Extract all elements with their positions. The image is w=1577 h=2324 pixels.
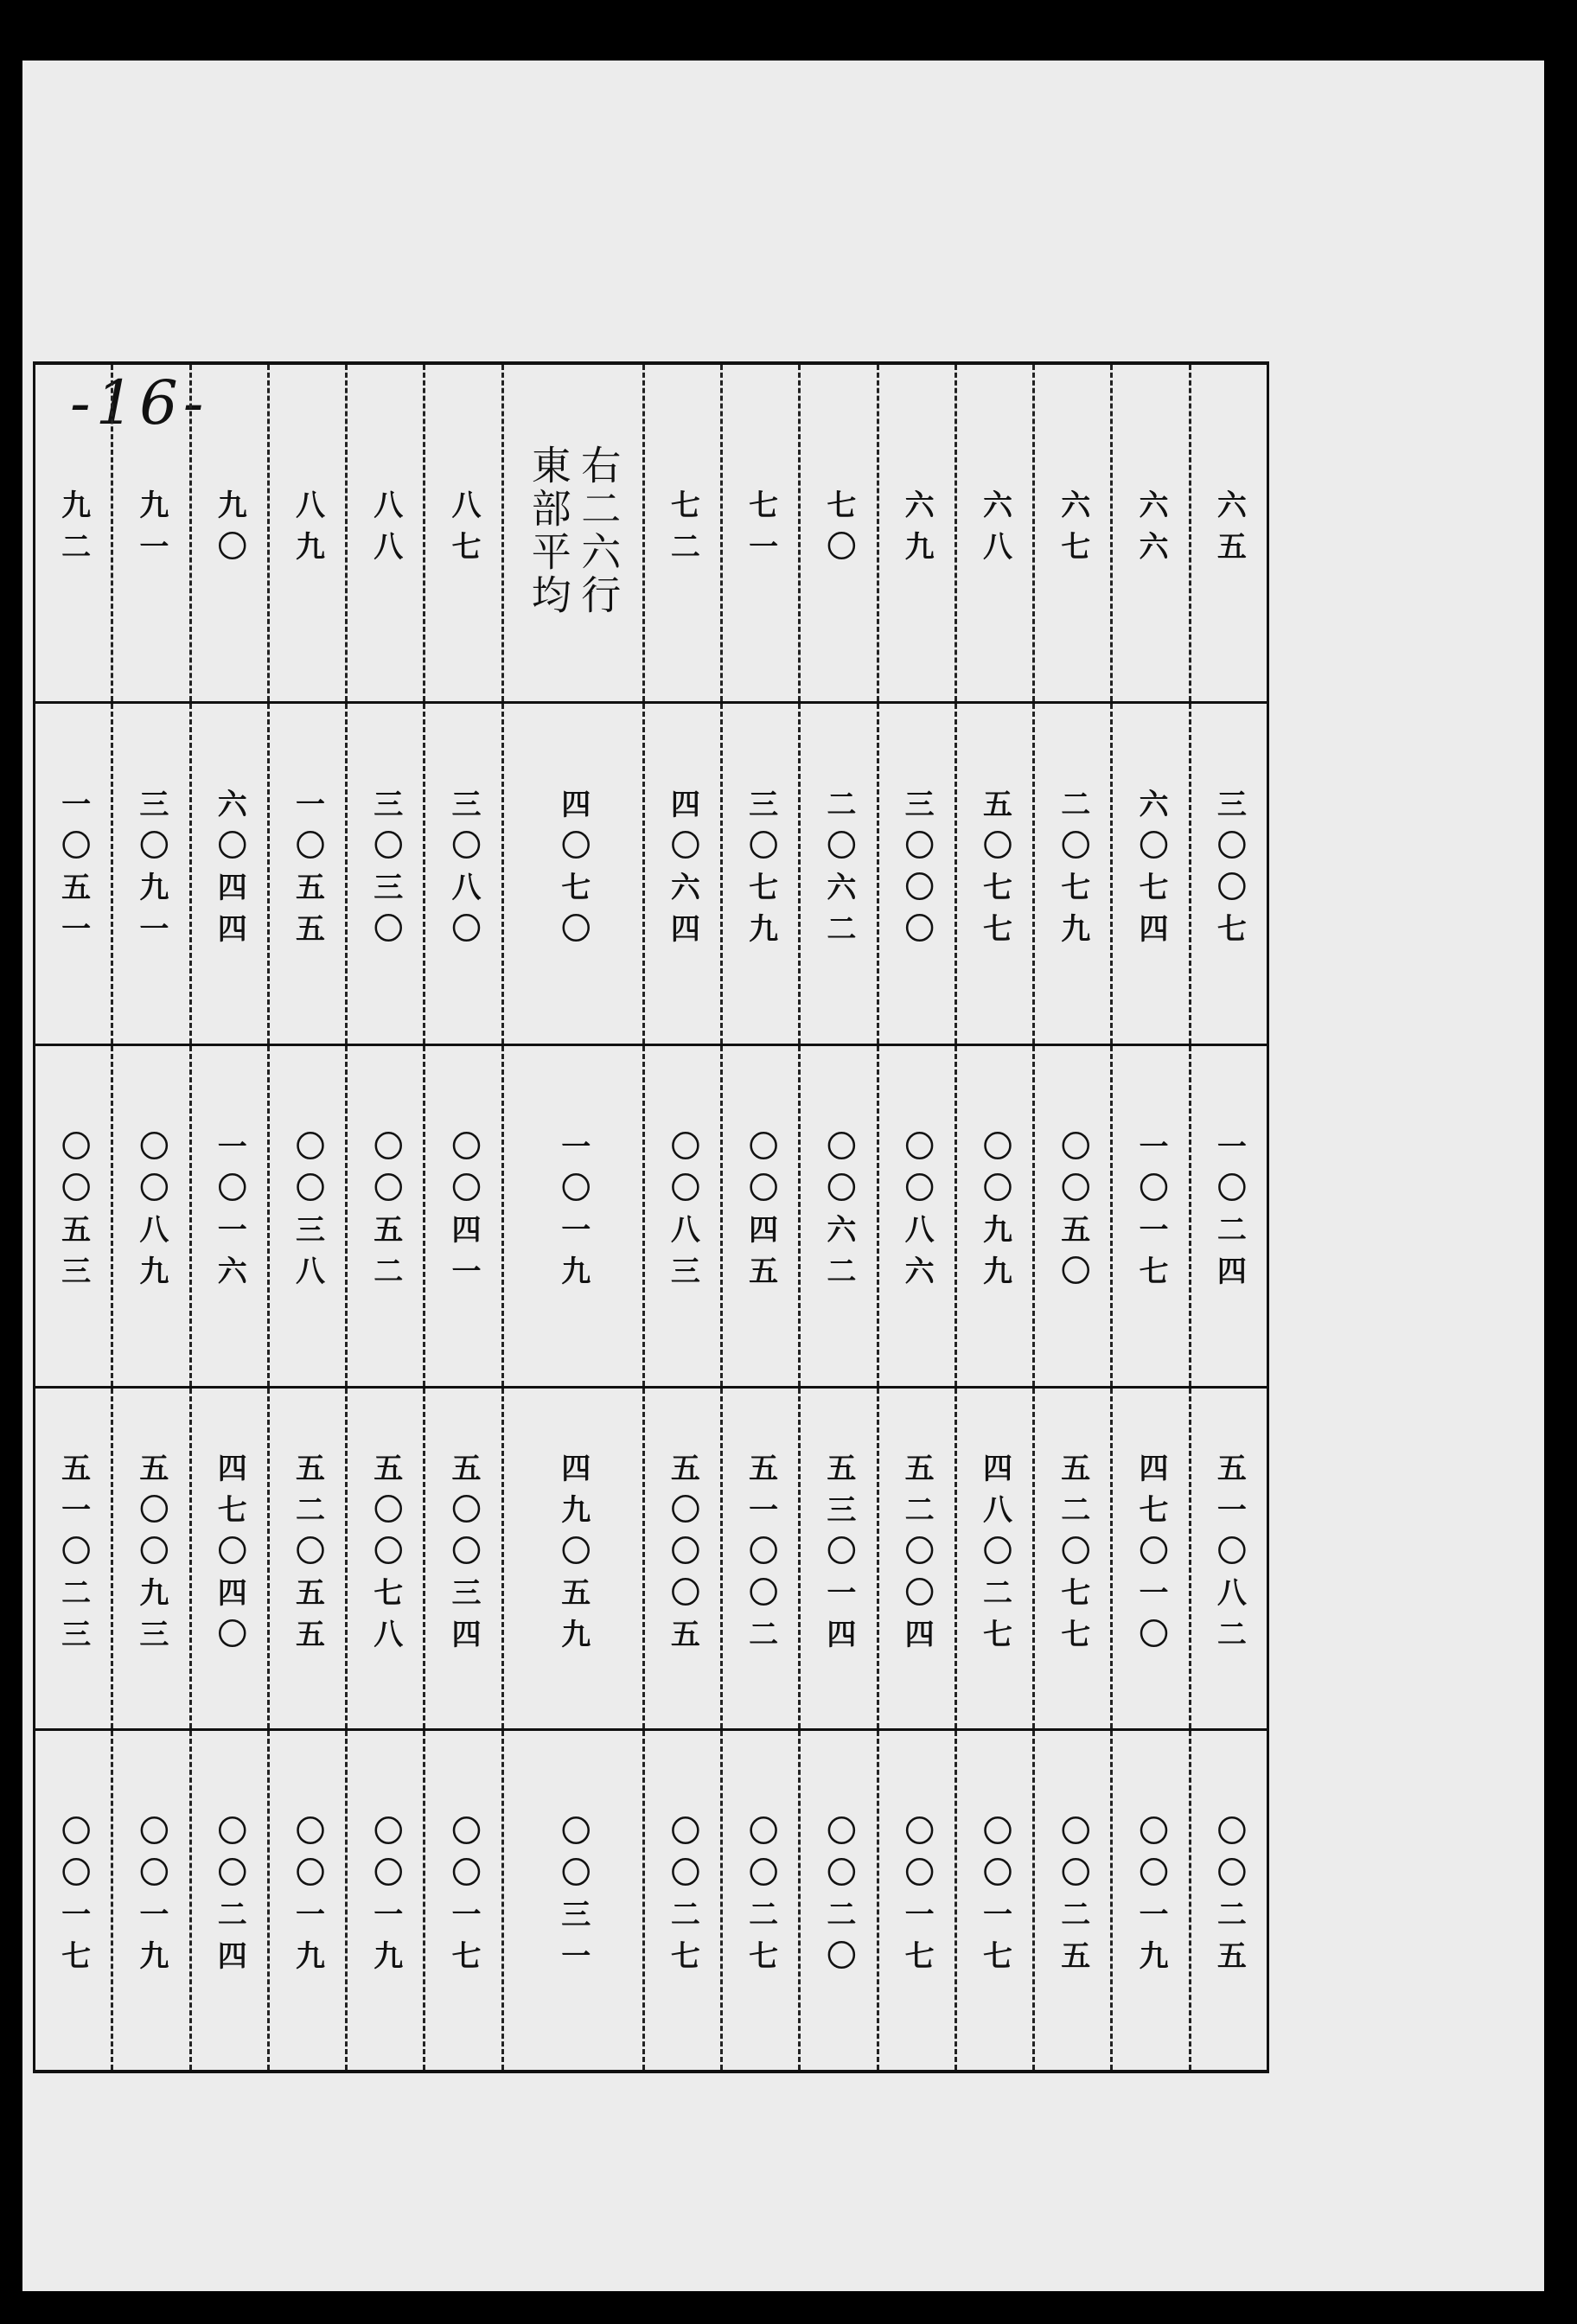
year-cell	[347, 363, 425, 702]
value-cell	[721, 702, 799, 1044]
year-cell	[643, 363, 721, 702]
value-cell	[721, 1044, 799, 1387]
value-cell	[190, 702, 268, 1044]
value-cell	[800, 1387, 878, 1729]
year-label: 七二	[665, 489, 700, 573]
summary-label	[523, 444, 622, 617]
value-text: 〇〇九九	[977, 1131, 1012, 1297]
value-text: 五二〇七七	[1055, 1452, 1090, 1660]
value-text: 五〇七七	[977, 788, 1012, 954]
value-cell	[425, 1044, 502, 1387]
year-label: 六六	[1133, 489, 1169, 573]
value-text: 五〇〇〇五	[665, 1452, 700, 1660]
year-cell	[1112, 363, 1190, 702]
value-text: 〇〇二七	[743, 1815, 778, 1982]
value-text: 〇〇四一	[446, 1131, 482, 1297]
value-text: 五三〇一四	[820, 1452, 856, 1660]
value-cell	[1034, 1044, 1112, 1387]
value-text: 〇〇四五	[743, 1131, 778, 1297]
value-text: 三〇九一	[133, 788, 169, 954]
value-cell	[1190, 1044, 1267, 1387]
value-cell	[1034, 1387, 1112, 1729]
value-cell	[955, 1044, 1033, 1387]
value-text: 〇〇二五	[1055, 1815, 1090, 1982]
value-cell	[347, 1044, 425, 1387]
value-text: 二〇六二	[820, 788, 856, 954]
value-text: 〇〇六二	[820, 1131, 856, 1297]
table-row-values-2	[35, 1044, 1268, 1387]
page-number: -16-	[70, 367, 209, 438]
value-cell	[502, 1729, 643, 2072]
year-cell	[268, 363, 346, 702]
value-cell	[721, 1729, 799, 2072]
value-text: 〇〇八六	[899, 1131, 935, 1297]
year-label: 七一	[743, 489, 778, 573]
value-text: 一〇一九	[555, 1131, 591, 1297]
year-label: 六八	[977, 489, 1012, 573]
table-row-values-4	[35, 1729, 1268, 2072]
value-cell	[268, 1044, 346, 1387]
year-cell	[35, 363, 112, 702]
value-text: 〇〇二〇	[820, 1815, 856, 1982]
value-text: 〇〇二五	[1211, 1815, 1247, 1982]
value-cell	[190, 1387, 268, 1729]
value-text: 六〇七四	[1133, 788, 1169, 954]
value-cell	[35, 1044, 112, 1387]
value-cell	[35, 1387, 112, 1729]
value-cell	[878, 1387, 955, 1729]
year-cell	[878, 363, 955, 702]
value-cell	[800, 1044, 878, 1387]
value-cell	[268, 1729, 346, 2072]
value-cell	[347, 1387, 425, 1729]
value-text: 四七〇一〇	[1133, 1452, 1169, 1660]
value-text: 〇〇一九	[367, 1815, 403, 1982]
value-cell	[502, 1044, 643, 1387]
year-cell	[190, 363, 268, 702]
value-text: 一〇二四	[1211, 1131, 1247, 1297]
data-table	[33, 361, 1269, 2073]
value-cell	[1034, 702, 1112, 1044]
value-text: 五〇〇九三	[133, 1452, 169, 1660]
year-cell	[721, 363, 799, 702]
value-text: 〇〇二七	[665, 1815, 700, 1982]
value-cell	[1112, 702, 1190, 1044]
year-cell	[425, 363, 502, 702]
value-cell	[502, 702, 643, 1044]
value-text: 五一〇八二	[1211, 1452, 1247, 1660]
value-cell	[878, 702, 955, 1044]
value-cell	[425, 1387, 502, 1729]
value-text: 〇〇一七	[55, 1815, 91, 1982]
value-cell	[643, 702, 721, 1044]
value-text: 〇〇一七	[446, 1815, 482, 1982]
value-text: 一〇一七	[1133, 1131, 1169, 1297]
value-text: 五〇〇三四	[446, 1452, 482, 1660]
value-text: 〇〇五三	[55, 1131, 91, 1297]
value-cell	[502, 1387, 643, 1729]
table-row-values-3	[35, 1387, 1268, 1729]
value-cell	[1190, 702, 1267, 1044]
value-cell	[878, 1729, 955, 2072]
value-cell	[347, 1729, 425, 2072]
value-text: 〇〇二四	[212, 1815, 247, 1982]
value-text: 〇〇五二	[367, 1131, 403, 1297]
value-cell	[425, 702, 502, 1044]
year-label: 八七	[446, 489, 482, 573]
value-cell	[112, 702, 190, 1044]
value-text: 一〇五五	[290, 788, 325, 954]
value-cell	[112, 1044, 190, 1387]
value-text: 三〇〇七	[1211, 788, 1247, 954]
value-cell	[1112, 1729, 1190, 2072]
value-text: 〇〇一七	[899, 1815, 935, 1982]
value-text: 四七〇四〇	[212, 1452, 247, 1660]
year-label: 八八	[367, 489, 403, 573]
value-cell	[721, 1387, 799, 1729]
year-cell	[1034, 363, 1112, 702]
summary-header-cell	[502, 363, 643, 702]
value-text: 〇〇一七	[977, 1815, 1012, 1982]
value-text: 〇〇一九	[133, 1815, 169, 1982]
year-label: 六五	[1211, 489, 1247, 573]
value-cell	[347, 702, 425, 1044]
value-text: 三〇七九	[743, 788, 778, 954]
value-text: 一〇一六	[212, 1131, 247, 1297]
value-cell	[1112, 1387, 1190, 1729]
summary-label-line: 東部平均	[525, 444, 572, 618]
value-text: 三〇〇〇	[899, 788, 935, 954]
value-cell	[112, 1729, 190, 2072]
value-cell	[268, 1387, 346, 1729]
year-label: 九二	[55, 489, 91, 573]
value-text: 四〇六四	[665, 788, 700, 954]
value-cell	[190, 1729, 268, 2072]
value-text: 〇〇三八	[290, 1131, 325, 1297]
value-text: 五一〇〇二	[743, 1452, 778, 1660]
value-text: 六〇四四	[212, 788, 247, 954]
value-text: 三〇八〇	[446, 788, 482, 954]
value-text: 〇〇一九	[1133, 1815, 1169, 1982]
year-cell	[112, 363, 190, 702]
value-text: 三〇三〇	[367, 788, 403, 954]
value-cell	[112, 1387, 190, 1729]
value-text: 〇〇五〇	[1055, 1131, 1090, 1297]
value-text: 四九〇五九	[555, 1452, 591, 1660]
value-cell	[190, 1044, 268, 1387]
value-cell	[955, 702, 1033, 1044]
value-cell	[1190, 1729, 1267, 2072]
year-label: 六七	[1055, 489, 1090, 573]
value-text: 五〇〇七八	[367, 1452, 403, 1660]
year-label: 九〇	[212, 489, 247, 573]
value-cell	[800, 702, 878, 1044]
value-text: 〇〇一九	[290, 1815, 325, 1982]
value-cell	[35, 702, 112, 1044]
value-text: 〇〇三一	[555, 1815, 591, 1982]
year-label: 九一	[133, 489, 169, 573]
table-row-year	[35, 363, 1268, 702]
value-cell	[1034, 1729, 1112, 2072]
value-cell	[955, 1729, 1033, 2072]
value-cell	[800, 1729, 878, 2072]
value-cell	[425, 1729, 502, 2072]
value-text: 四〇七〇	[555, 788, 591, 954]
value-cell	[1112, 1044, 1190, 1387]
value-text: 〇〇八三	[665, 1131, 700, 1297]
table-row-values-1	[35, 702, 1268, 1044]
value-text: 五一〇二三	[55, 1452, 91, 1660]
value-text: 二〇七九	[1055, 788, 1090, 954]
value-cell	[643, 1729, 721, 2072]
summary-label-line: 右二六行	[575, 444, 622, 618]
value-cell	[268, 702, 346, 1044]
value-text: 一〇五一	[55, 788, 91, 954]
value-text: 五二〇〇四	[899, 1452, 935, 1660]
value-cell	[643, 1044, 721, 1387]
value-cell	[643, 1387, 721, 1729]
year-cell	[955, 363, 1033, 702]
value-cell	[955, 1387, 1033, 1729]
year-label: 七〇	[820, 489, 856, 573]
year-label: 八九	[290, 489, 325, 573]
value-cell	[1190, 1387, 1267, 1729]
year-cell	[800, 363, 878, 702]
value-cell	[878, 1044, 955, 1387]
value-text: 四八〇二七	[977, 1452, 1012, 1660]
value-cell	[35, 1729, 112, 2072]
year-label: 六九	[899, 489, 935, 573]
year-cell	[1190, 363, 1267, 702]
value-text: 〇〇八九	[133, 1131, 169, 1297]
value-text: 五二〇五五	[290, 1452, 325, 1660]
